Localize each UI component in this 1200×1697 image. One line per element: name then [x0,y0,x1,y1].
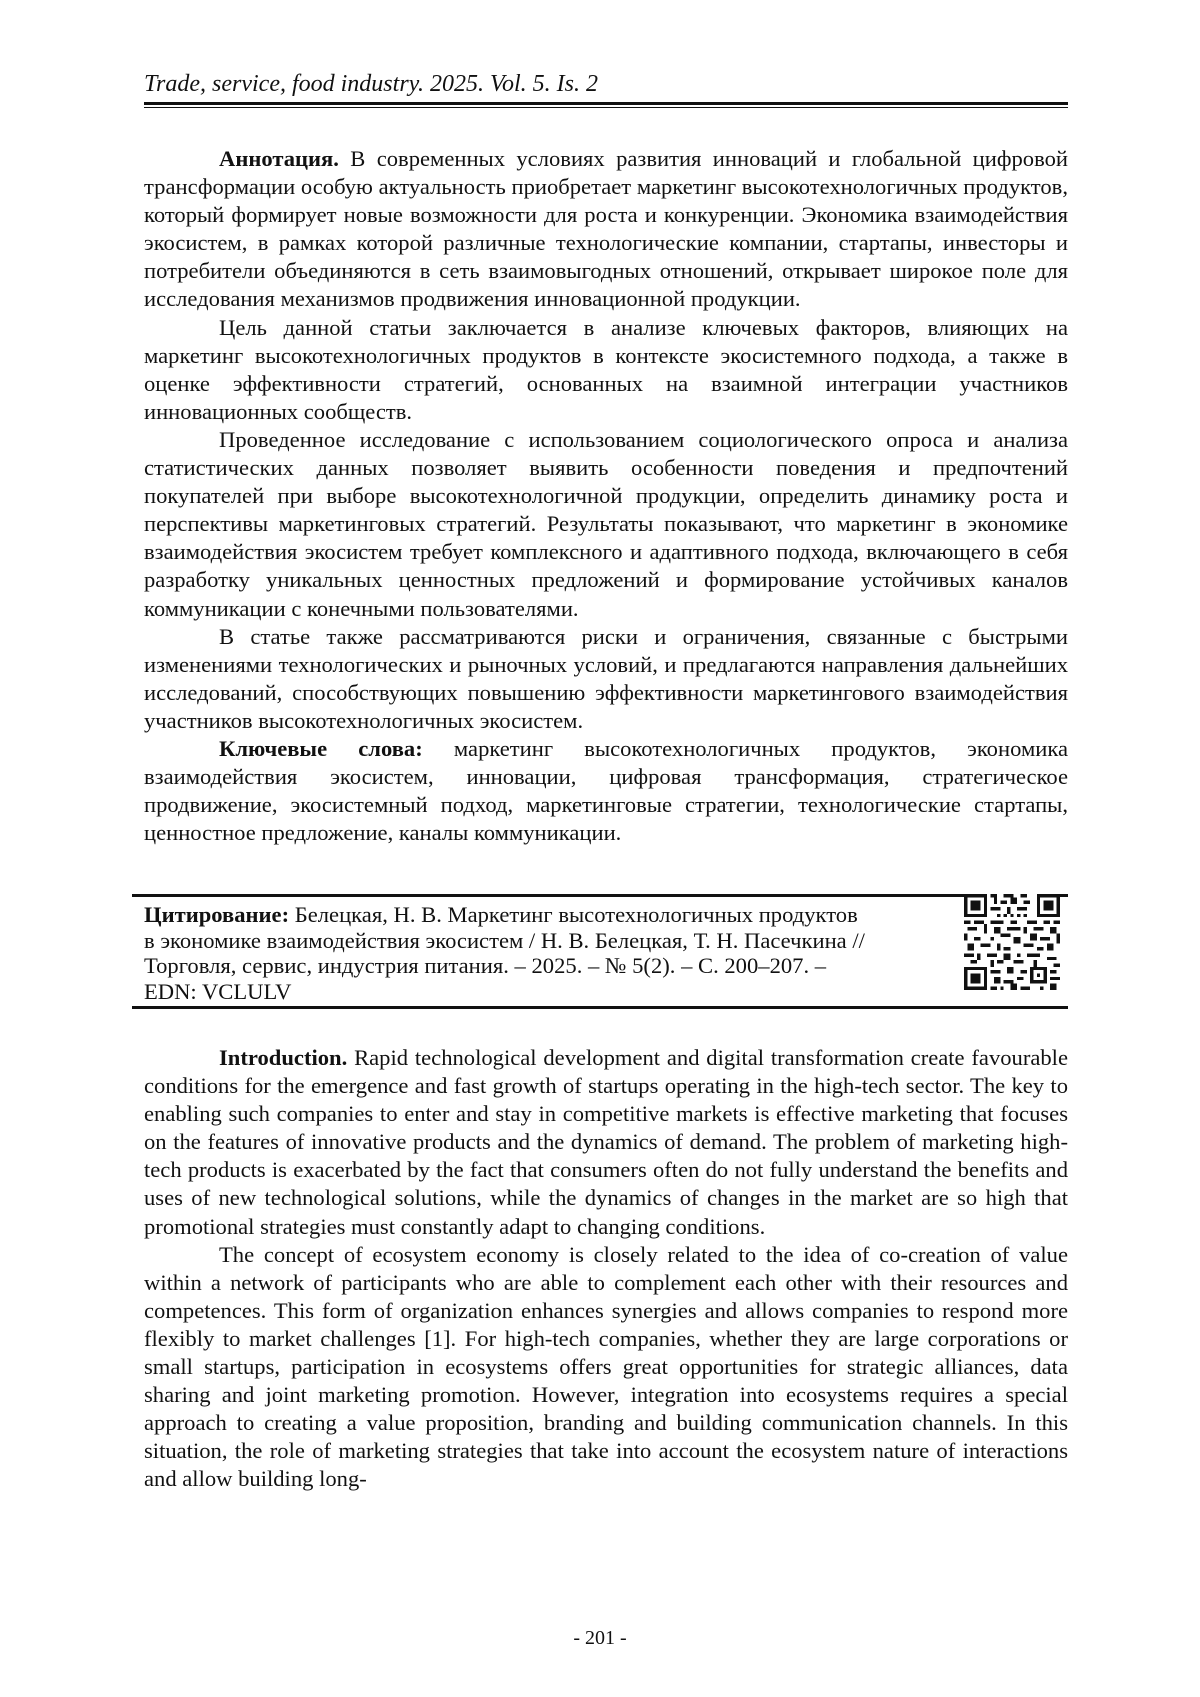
citation-line-2: в экономике взаимодействия экосистем / Н. В. Белецкая, Т. Н. Пасечкина // [144,928,968,954]
introduction-paragraph-2: The concept of ecosystem economy is closely related to the idea of co-creation of value within a network of participants who are able to complement each other with their resources and competences. This form of organization enhances synergies and allows companies to respond more flexibly to market challenges [1]. For high-tech companies, whether they are large corporations or small startups, participation in ecosystems offers great opportunities for strategic alliances, data sharing and joint marketing promotion. However, integration into ecosystems requires a special approach to creating a value proposition, branding and building communication channels. In this situation, the role of marketing strategies that take into account the ecosystem nature of interactions and allow building long- [144,1241,1068,1494]
introduction-paragraph-1 [144,1044,1068,1241]
abstract-paragraph-4: В статье также рассматриваются риски и ограничения, связанные с быстрыми изменениями технологических и рыночных условий, и предлагаются направления дальнейших исследований, способствующих повышению эффективности маркетингового взаимодействия участников высокотехнологичных экосистем. [144,623,1068,735]
abstract-paragraph-1 [144,145,1068,314]
citation-label: Цитирование: [144,902,289,927]
citation-line-3: Торговля, сервис, индустрия питания. – 2025. – № 5(2). – С. 200–207. – [144,953,968,979]
journal-page [0,0,1200,1697]
running-title: Trade, service, food industry. 2025. Vol. 5. Is. 2 [144,69,1068,99]
abstract-section [144,145,1068,847]
abstract-paragraph-2: Цель данной статьи заключается в анализе ключевых факторов, влияющих на маркетинг высокотехнологичных продуктов в контексте экосистемного подхода, а также в оценке эффективности стратегий, основанных на взаимной интеграции участников инновационных сообществ. [144,314,1068,426]
introduction-paragraph-1-text: Rapid technological development and digital transformation create favourable conditions for the emergence and fast growth of startups operating in the high-tech sector. The key to enabling such companies to enter and stay in competitive markets is effective marketing that focuses on the features of innovative products and the dynamics of demand. The problem of marketing high-tech products is exacerbated by the fact that consumers often do not fully understand the benefits and uses of new technological solutions, while the dynamics of changes in the market are so high that promotional strategies must constantly adapt to changing conditions. [144,1045,1068,1239]
introduction-label: Introduction. [219,1045,347,1070]
header-rule-thin [144,107,1068,108]
citation-line-4: EDN: VCLULV [144,979,968,1005]
citation-rule-top [132,894,1068,897]
qr-code-icon[interactable] [964,894,1060,990]
abstract-paragraph-3: Проведенное исследование с использованием социологического опроса и анализа статистических данных позволяет выявить особенности поведения и предпочтений покупателей при выборе высокотехнологичной продукции, определить динамику роста и перспективы маркетинговых стратегий. Результаты показывают, что маркетинг в экономике взаимодействия экосистем требует комплексного и адаптивного подхода, включающего в себя разработку уникальных ценностных предложений и формирование устойчивых каналов коммуникации с конечными пользователями. [144,426,1068,623]
keywords-paragraph [144,735,1068,847]
citation-rule-bottom [132,1006,1068,1009]
abstract-paragraph-1-text: В современных условиях развития инноваций и глобальной цифровой трансформации особую актуальность приобретает маркетинг высокотехнологичных продуктов, который формирует новые возможности для роста и конкуренции. Экономика взаимодействия экосистем, в рамках которой различные технологические компании, стартапы, инвесторы и потребители объединяются в сеть взаимовыгодных отношений, открывает широкое поле для исследования механизмов продвижения инновационной продукции. [144,146,1068,311]
citation-line-1 [144,902,968,928]
abstract-label: Аннотация. [219,146,339,171]
page-number: - 201 - [0,1626,1200,1650]
citation-text [144,902,968,1004]
citation-box [132,894,1068,1010]
keywords-text: маркетинг высокотехнологичных продуктов, экономика взаимодействия экосистем, инновации, цифровая трансформация, стратегическое продвижение, экосистемный подход, маркетинговые стратегии, технологические стартапы, ценностное предложение, каналы коммуникации. [144,736,1068,845]
introduction-section [144,1044,1068,1494]
header-rule-thick [144,102,1068,105]
citation-line-1-text: Белецкая, Н. В. Маркетинг высотехнологичных продуктов [289,902,858,927]
keywords-label: Ключевые слова: [219,736,423,761]
